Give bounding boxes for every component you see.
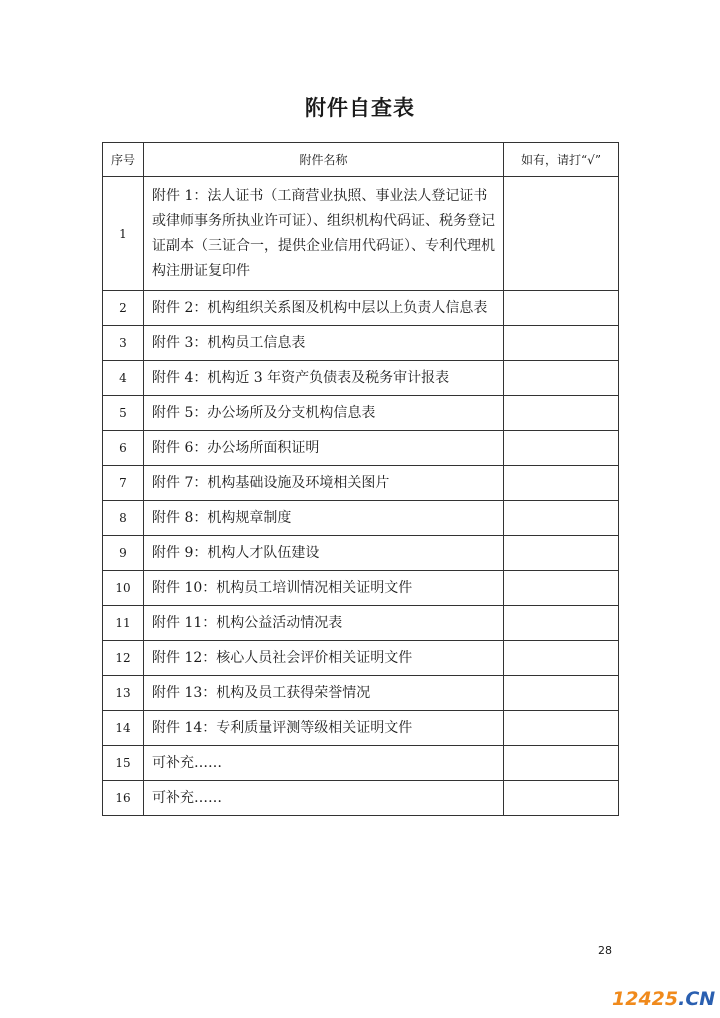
row-check-cell[interactable]	[504, 536, 619, 571]
row-number: 8	[103, 501, 144, 536]
row-attachment-name: 附件 11：机构公益活动情况表	[144, 606, 504, 641]
row-check-cell[interactable]	[504, 466, 619, 501]
row-attachment-name: 附件 8：机构规章制度	[144, 501, 504, 536]
table-row	[103, 466, 619, 501]
table-row	[103, 361, 619, 396]
row-attachment-name: 可补充……	[144, 746, 504, 781]
row-number: 3	[103, 326, 144, 361]
row-check-cell[interactable]	[504, 501, 619, 536]
row-number: 14	[103, 711, 144, 746]
row-check-cell[interactable]	[504, 781, 619, 816]
row-attachment-name: 附件 9：机构人才队伍建设	[144, 536, 504, 571]
row-check-cell[interactable]	[504, 326, 619, 361]
row-check-cell[interactable]	[504, 746, 619, 781]
table-header-row	[103, 143, 619, 177]
row-number: 2	[103, 291, 144, 326]
row-attachment-name: 附件 10：机构员工培训情况相关证明文件	[144, 571, 504, 606]
row-number: 1	[103, 177, 144, 291]
row-attachment-name: 附件 6：办公场所面积证明	[144, 431, 504, 466]
row-number: 12	[103, 641, 144, 676]
table-row	[103, 571, 619, 606]
row-attachment-name: 可补充……	[144, 781, 504, 816]
row-attachment-name: 附件 2：机构组织关系图及机构中层以上负责人信息表	[144, 291, 504, 326]
row-attachment-name: 附件 5：办公场所及分支机构信息表	[144, 396, 504, 431]
table-row	[103, 431, 619, 466]
row-check-cell[interactable]	[504, 177, 619, 291]
row-number: 5	[103, 396, 144, 431]
row-number: 10	[103, 571, 144, 606]
attachment-checklist-table	[102, 142, 619, 816]
table-row	[103, 501, 619, 536]
table-row	[103, 326, 619, 361]
table-row	[103, 781, 619, 816]
row-number: 13	[103, 676, 144, 711]
row-check-cell[interactable]	[504, 606, 619, 641]
page-number: 28	[598, 944, 612, 957]
row-check-cell[interactable]	[504, 396, 619, 431]
table-row	[103, 711, 619, 746]
row-check-cell[interactable]	[504, 676, 619, 711]
row-check-cell[interactable]	[504, 431, 619, 466]
row-number: 4	[103, 361, 144, 396]
watermark-suffix: CN	[685, 988, 716, 1010]
table-row	[103, 746, 619, 781]
row-number: 6	[103, 431, 144, 466]
header-attachment-name: 附件名称	[144, 143, 504, 177]
table-row	[103, 641, 619, 676]
row-attachment-name: 附件 13：机构及员工获得荣誉情况	[144, 676, 504, 711]
row-number: 16	[103, 781, 144, 816]
row-check-cell[interactable]	[504, 641, 619, 676]
table-row	[103, 606, 619, 641]
header-serial: 序号	[103, 143, 144, 177]
table-row	[103, 396, 619, 431]
site-watermark	[612, 988, 715, 1010]
header-check: 如有，请打“√”	[504, 143, 619, 177]
row-attachment-name: 附件 14：专利质量评测等级相关证明文件	[144, 711, 504, 746]
row-check-cell[interactable]	[504, 361, 619, 396]
row-attachment-name: 附件 12：核心人员社会评价相关证明文件	[144, 641, 504, 676]
row-check-cell[interactable]	[504, 291, 619, 326]
row-attachment-name: 附件 7：机构基础设施及环境相关图片	[144, 466, 504, 501]
row-number: 11	[103, 606, 144, 641]
row-attachment-name: 附件 1：法人证书（工商营业执照、事业法人登记证书或律师事务所执业许可证）、组织机构代码证、税务登记证副本（三证合一，提供企业信用代码证）、专利代理机构注册证复印件	[144, 177, 504, 291]
table-row	[103, 536, 619, 571]
row-attachment-name: 附件 3：机构员工信息表	[144, 326, 504, 361]
watermark-dot: .	[678, 988, 686, 1010]
table-row	[103, 676, 619, 711]
table-row	[103, 177, 619, 291]
row-attachment-name: 附件 4：机构近 3 年资产负债表及税务审计报表	[144, 361, 504, 396]
table-row	[103, 291, 619, 326]
row-check-cell[interactable]	[504, 571, 619, 606]
watermark-number: 12425	[612, 988, 679, 1010]
row-number: 15	[103, 746, 144, 781]
page-title: 附件自查表	[305, 96, 415, 120]
row-check-cell[interactable]	[504, 711, 619, 746]
row-number: 7	[103, 466, 144, 501]
row-number: 9	[103, 536, 144, 571]
